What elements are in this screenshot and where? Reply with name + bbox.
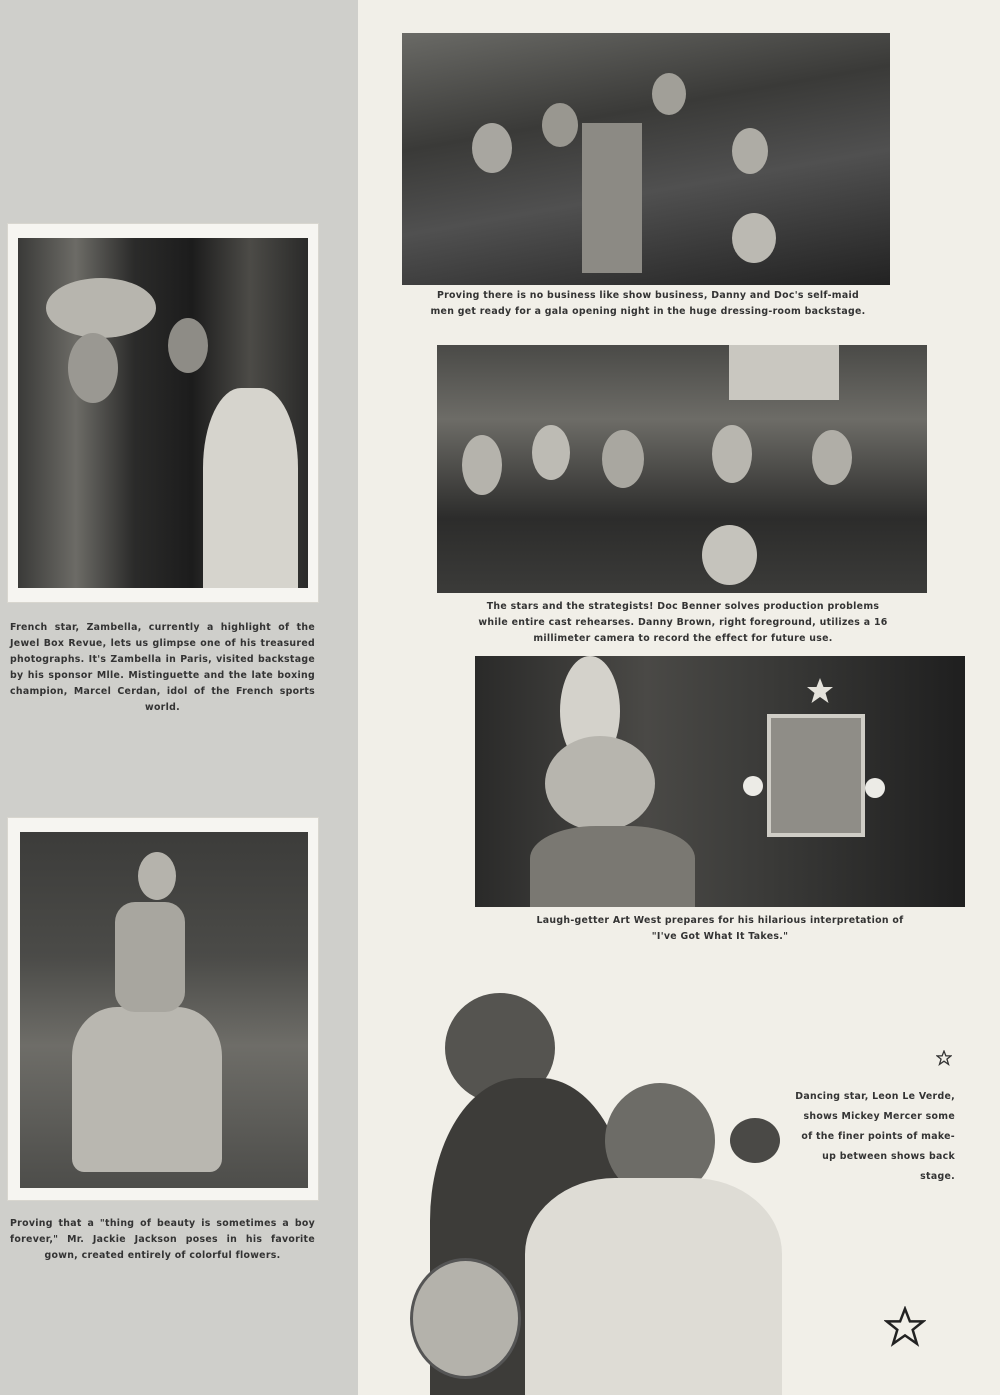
makeup-jar: [730, 1118, 780, 1163]
mirror-bulb-2: [865, 778, 885, 798]
jackson-face-shape: [138, 852, 176, 900]
le-verde-photo: [410, 988, 782, 1395]
jackson-caption: Proving that a "thing of beauty is sometimes a boy forever," Mr. Jackie Jackson poses in his favorite gown, created entirely of colorful flowers.: [10, 1218, 315, 1261]
hand-mirror: [410, 1258, 521, 1379]
art-west-caption: Laugh-getter Art West prepares for his hilarious interpretation of "I've Got What It Takes.": [536, 915, 904, 942]
jackson-photo-frame: [8, 818, 318, 1200]
le-verde-caption: Dancing star, Leon Le Verde, shows Mickey Mercer some of the finer points of make-up between shows back stage.: [795, 1091, 955, 1182]
dressing-figure-3: [652, 73, 686, 115]
mirror-star-icon: [805, 676, 835, 706]
zambella-photo-frame: [8, 224, 318, 602]
rehearsal-caption: The stars and the strategists! Doc Benner solves production problems while entire cast rehearses. Danny Brown, right foreground, utilizes a 16 millimeter camera to record the effect for future use.: [478, 601, 888, 644]
rehearsal-curtain-shape: [729, 345, 839, 400]
boxer-face-shape: [168, 318, 208, 373]
dancer-4: [712, 425, 752, 483]
dressing-figure-2: [542, 103, 578, 147]
camera-man: [702, 525, 757, 585]
zambella-hat-shape: [46, 278, 156, 338]
jackson-photo: [20, 832, 308, 1188]
dancer-3: [602, 430, 644, 488]
dressing-figure-5: [732, 213, 776, 263]
dancer-2: [532, 425, 570, 480]
dressing-room-caption: Proving there is no business like show business, Danny and Doc's self-maid men get ready for a gala opening night in the huge dressing-room backstage.: [430, 290, 866, 317]
dressing-figure-4: [732, 128, 768, 174]
small-star-icon: [936, 1050, 952, 1066]
zambella-face-shape: [68, 333, 118, 403]
dressing-mirror: [767, 714, 865, 837]
mirror-bulb-1: [743, 776, 763, 796]
dressing-room-photo: [402, 33, 890, 285]
dressing-figure-1: [472, 123, 512, 173]
dancer-1: [462, 435, 502, 495]
plaid-jacket: [530, 826, 695, 907]
large-star-icon: [884, 1306, 926, 1348]
mercer-towel: [525, 1178, 782, 1395]
zambella-photo: [18, 238, 308, 588]
art-west-photo: [475, 656, 965, 907]
flower-gown-shape: [72, 1007, 222, 1172]
zambella-caption: French star, Zambella, currently a highlight of the Jewel Box Revue, lets us glimpse one of his treasured photographs. It's Zambella in Paris, visited backstage by his sponsor Mlle. Mistinguette and the late boxing champion, Marcel Cerdan, idol of the French sports world.: [10, 622, 315, 713]
dressing-mirror-shape: [582, 123, 642, 273]
dancer-5: [812, 430, 852, 485]
flower-bodice-shape: [115, 902, 185, 1012]
white-gown-shape: [203, 388, 298, 588]
blonde-wig: [545, 736, 655, 831]
rehearsal-photo: [437, 345, 927, 593]
